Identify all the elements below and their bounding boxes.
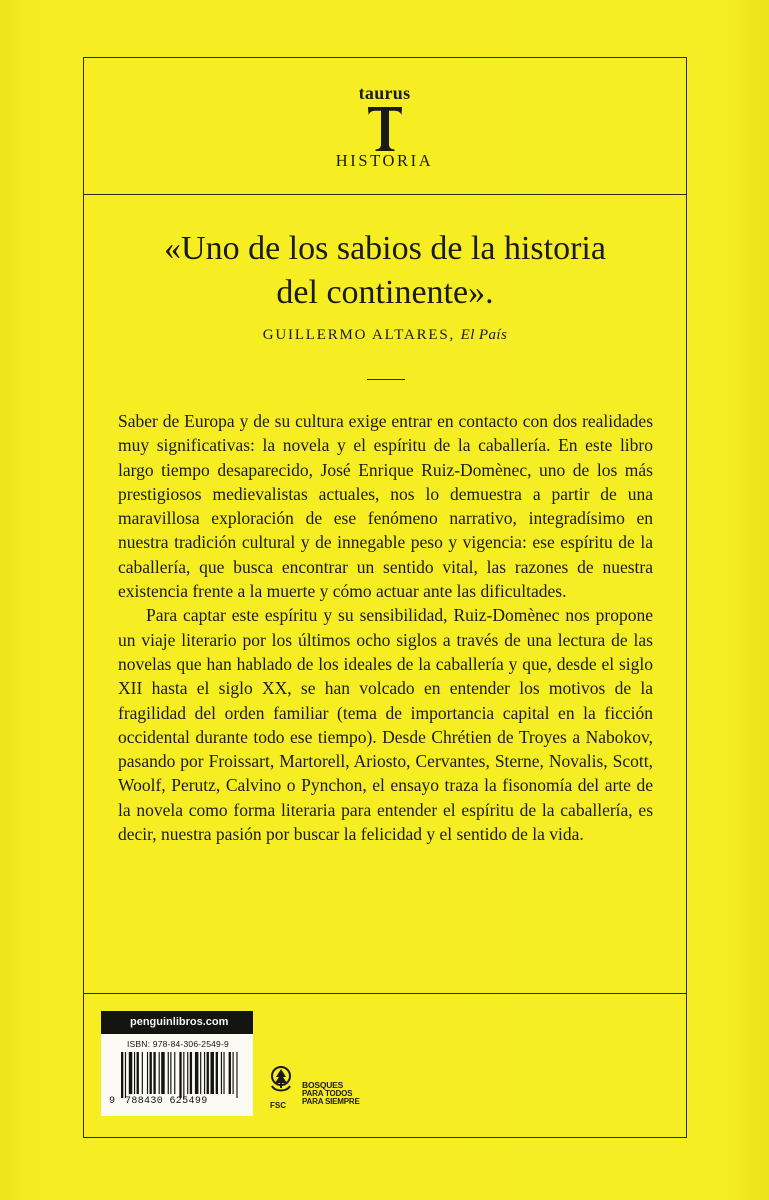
quote-source: El País (460, 327, 508, 343)
series-name: HISTORIA (335, 151, 434, 170)
barcode-panel (101, 1034, 253, 1116)
blurb-paragraph-2-part-c: , se han volcado en entender los motivos de la fragilidad del orden familiar (tema de importancia capital en la ficción occidental durante todo ese tiempo). Desde Chrétien de Troyes a Nabokov, pasando por Froissart, Martorell, Ariosto, Cervantes, Sterne, Novalis, Scott, Woolf, Perutz, Calvino o Pynchon, el ensayo traza la fisonomía del arte de la novela como forma literaria para entender el espíritu de la caballería, es decir, nuestra pasión por buscar la felicidad y el sentido de la vida. (118, 678, 653, 845)
pull-quote-line-1: «Uno de los sabios de la historia (164, 230, 606, 267)
century-to: XX (261, 678, 288, 699)
blurb-paragraph-2 (118, 603, 653, 846)
barcode-first-digit: 9 (109, 1096, 116, 1107)
fsc-slogan-line-1: BOSQUES (302, 1080, 344, 1090)
isbn-text: ISBN: 978-84-306-2549-9 (127, 1039, 229, 1049)
quote-author: GUILLERMO ALTARES, (262, 327, 456, 343)
taurus-t-logo-icon (367, 106, 403, 157)
blurb (118, 409, 653, 846)
footer-divider (83, 993, 687, 994)
barcode-digits: 788430 625499 (125, 1096, 208, 1107)
blurb-paragraph-2-part-a: Para captar este espíritu y su sensibilidad, Ruiz-Domènec nos propone un viaje literario por los últimos ocho siglos a través de una lectura de las novelas que han hablado de los ideales de la caballería y que, desde el siglo (118, 605, 653, 674)
fsc-slogan-line-3: PARA SIEMPRE (302, 1097, 360, 1106)
quote-attribution (100, 327, 670, 344)
publisher-website: penguinlibros.com (101, 1011, 253, 1034)
blurb-paragraph-2-part-b: hasta el siglo (142, 678, 262, 699)
century-from: XII (118, 678, 143, 699)
fsc-tree-icon (269, 1064, 293, 1098)
fsc-slogan (302, 1081, 360, 1107)
pull-quote (100, 227, 670, 315)
blurb-paragraph-1: Saber de Europa y de su cultura exige entrar en contacto con dos realidades muy significativas: la novela y el espíritu de la caballería. En este libro largo tiempo desaparecido, José Enrique Ruiz-Domènec, uno de los más prestigiosos medievalistas actuales, nos lo demuestra a partir de una maravillosa exploración de ese fenómeno narrativo, integradísimo en nuestra tradición cultural y de innegable peso y vigencia: ese espíritu de la caballería, que busca encontrar un sentido vital, las razones de nuestra existencia frente a la muerte y cómo actuar ante las dificultades. (118, 411, 653, 602)
header-divider (83, 194, 687, 195)
quote-separator (367, 379, 405, 380)
publisher-name: taurus (358, 83, 411, 103)
fsc-slogan-line-2: PARA TODOS (302, 1088, 353, 1098)
barcode-icon (121, 1052, 239, 1098)
pull-quote-line-2: del continente». (276, 274, 494, 311)
fsc-label: FSC (270, 1101, 286, 1110)
